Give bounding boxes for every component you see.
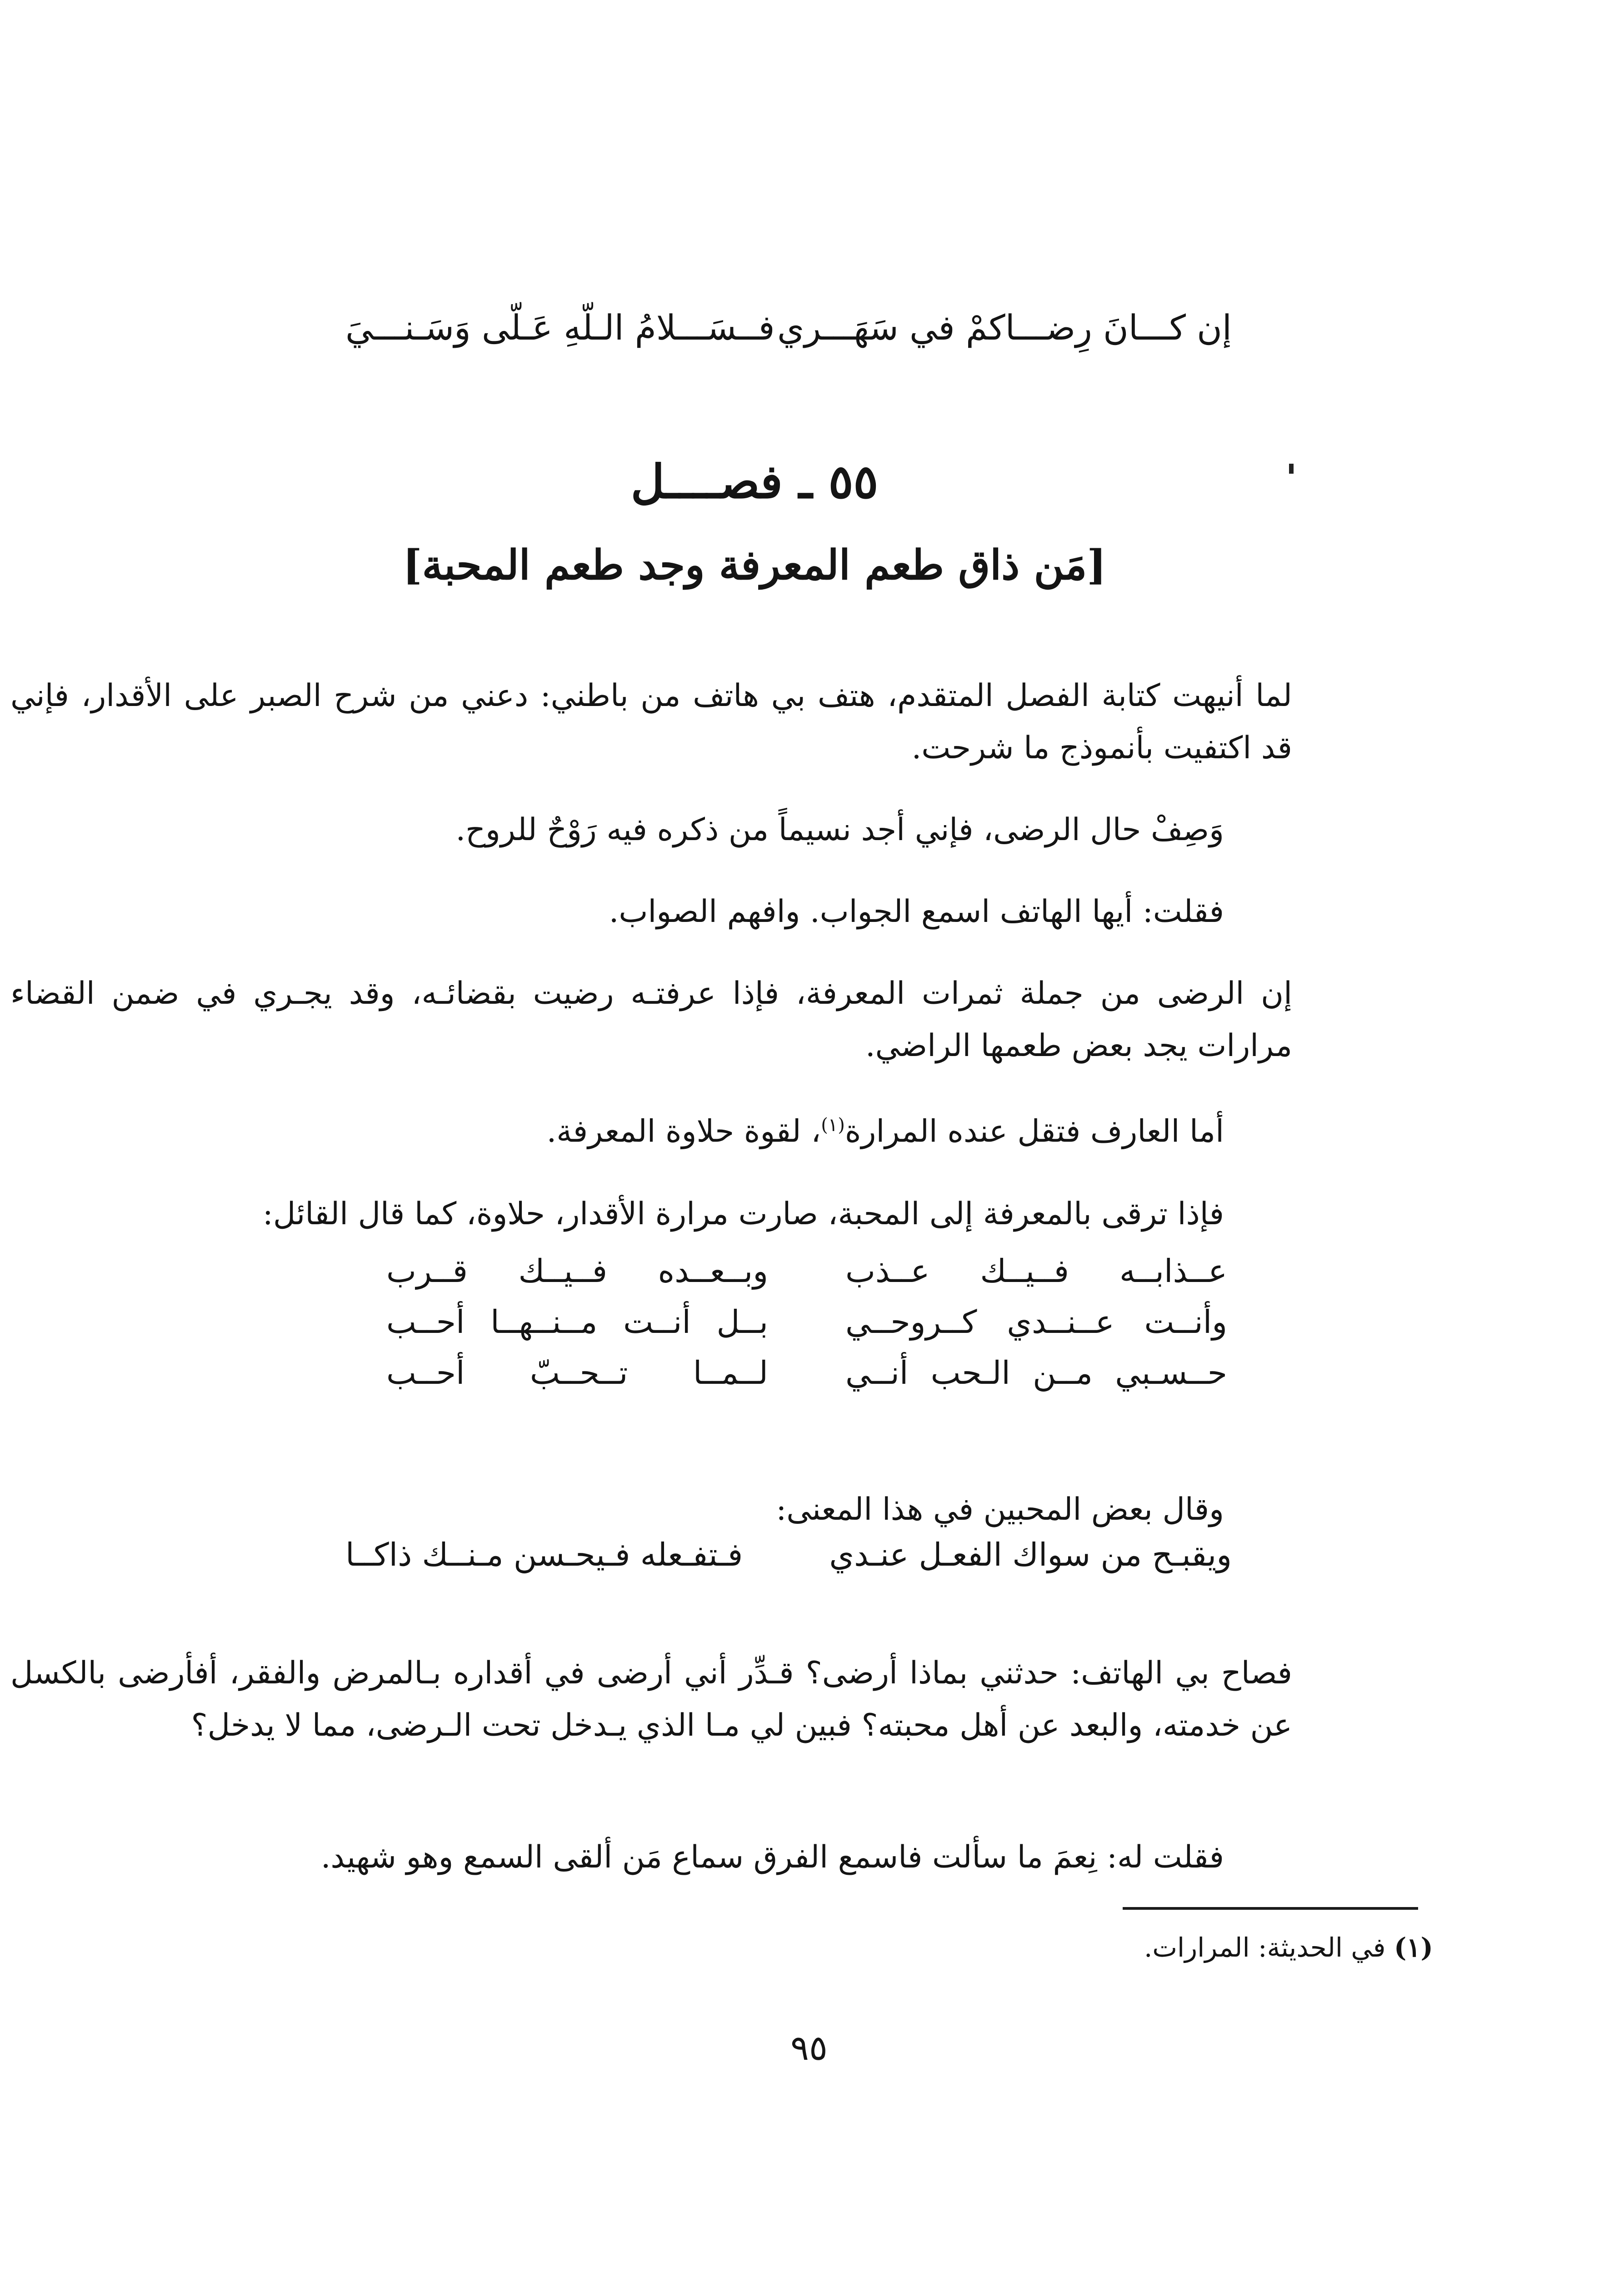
- chapter-subtitle: [مَن ذاق طعم المعرفة وجد طعم المحبة]: [403, 541, 1106, 589]
- verse-hemistich-2: فــسَـــلامُ الـلّهِ عَـلّى وَسَـنـــيَ: [345, 307, 775, 348]
- page-number: ٩٥: [790, 2028, 828, 2068]
- paragraph-4: إن الرضى من جملة ثمرات المعرفة، فإذا عرفتـه رضيت بقضائـه، وقد يجـري في ضمن القضاء مرارات يجد بعض طعمها الراضي.: [10, 976, 1292, 1064]
- poem-hemistich-right: عــذابــه فــيــك عــذب: [845, 1252, 1227, 1290]
- paragraph-5: [133, 1099, 1224, 1158]
- footnote-marker: (١): [1394, 1932, 1433, 1963]
- poem-line: [386, 1246, 1227, 1297]
- chapter-title: ٥٥ ـ فصــــل: [630, 455, 879, 509]
- paragraph-3: فقلت: أيها الهاتف اسمع الجواب. وافهم الصواب.: [609, 894, 1224, 930]
- footnote-reference: (١): [821, 1115, 845, 1136]
- poem-hemistich-left: لــمــا تــحــبّ أحــب: [386, 1354, 768, 1392]
- paragraph-8: فصاح بي الهاتف: حدثني بماذا أرضى؟ قـدِّر أني أرضى في أقداره بـالمرض والفقر، أفأرضى بالكسل عن خدمته، والبعد عن أهل محبته؟ فبين لي مـا الذي يـدخل تحت الـرضى، مما لا يدخل؟: [10, 1655, 1292, 1743]
- footnote-text: في الحديثة: المرارات.: [1144, 1932, 1386, 1963]
- footnote-divider: [1123, 1907, 1418, 1910]
- poem-hemistich-right: حــسـبي مــن الـحب أنــي: [845, 1354, 1227, 1392]
- poem-line: [386, 1297, 1227, 1347]
- paragraph-9: فقلت له: نِعمَ ما سألت فاسمع الفرق سماع مَن ألقى السمع وهو شهيد.: [320, 1839, 1224, 1875]
- footnote: [706, 1932, 1433, 1963]
- poem-line: [386, 1347, 1227, 1398]
- verse-hemistich-1: إن كـــانَ رِضـــاكمْ في سَهَـــري: [777, 307, 1232, 348]
- stray-print-mark: [1289, 464, 1294, 474]
- second-verse-left: فـتفـعله فـيحـسن مـنــك ذاكــا: [345, 1536, 743, 1573]
- paragraph-5-text-before: أما العارف فتقل عنده المرارة: [844, 1113, 1224, 1150]
- paragraph-2: وَصِفْ حال الرضى، فإني أجد نسيماً من ذكره فيه رَوْحٌ للروح.: [455, 812, 1224, 848]
- second-verse-right: ويقبـح من سواك الفعـل عنـدي: [829, 1536, 1232, 1573]
- paragraph-7: وقال بعض المحبين في هذا المعنى:: [776, 1492, 1224, 1527]
- paragraph-1: لما أنيهت كتابة الفصل المتقدم، هتف بي هاتف من باطني: دعني من شرح الصبر على الأقدار، فإني قد اكتفيت بأنموذج ما شرحت.: [10, 678, 1292, 766]
- poem-hemistich-left: بــل أنــت مــنــهــا أحــب: [386, 1303, 768, 1341]
- opening-verse: [345, 295, 1232, 359]
- paragraph-5-text-after: ، لقوة حلاوة المعرفة.: [546, 1113, 821, 1150]
- poem-hemistich-right: وأنــت عــنــدي كــروحــي: [845, 1303, 1227, 1341]
- poem: [386, 1246, 1227, 1398]
- second-verse: [345, 1527, 1232, 1582]
- poem-hemistich-left: وبــعــده فــيــك قــرب: [386, 1252, 768, 1290]
- paragraph-6: فإذا ترقى بالمعرفة إلى المحبة، صارت مرارة الأقدار، حلاوة، كما قال القائل:: [262, 1196, 1224, 1232]
